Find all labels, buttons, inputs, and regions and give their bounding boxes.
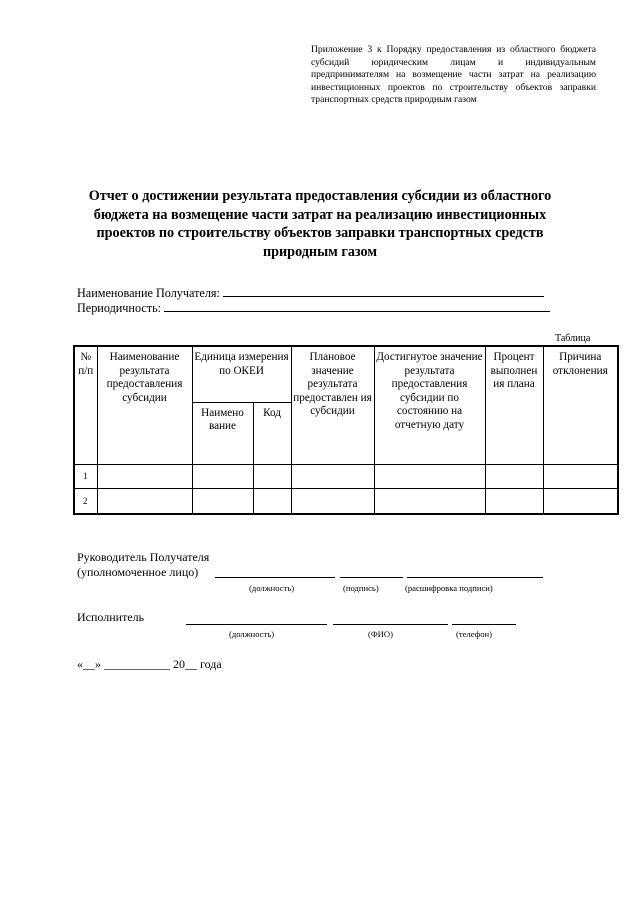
cell[interactable]: [97, 464, 192, 488]
recipient-row: [77, 285, 544, 300]
recipient-fill-line[interactable]: [223, 285, 544, 297]
table-header-row: [74, 346, 618, 402]
exec-phone-line[interactable]: [452, 624, 516, 625]
header-result-name: Наименование результата предоставления субсидии: [97, 346, 192, 464]
header-num: № п/п: [74, 346, 97, 464]
table-row: [74, 488, 618, 514]
cap-phone: (телефон): [456, 629, 492, 639]
cap-exec-position: (должность): [229, 629, 275, 639]
table-caption: Таблица: [555, 333, 591, 344]
cell[interactable]: [253, 488, 291, 514]
periodicity-row: [77, 300, 550, 315]
row-number: 1: [74, 464, 97, 488]
header-unit-name: Наимено вание: [192, 402, 253, 464]
header-achieved: Достигнутое значение результата предоставления субсидии по состоянию на отчетную дату: [374, 346, 485, 464]
header-planned: Плановое значение результата предоставлен ия субсидии: [291, 346, 374, 464]
head-label-2: (уполномоченное лицо): [77, 565, 199, 579]
head-label-1: Руководитель Получателя: [77, 550, 210, 564]
cap-signature: (подпись): [343, 583, 379, 593]
recipient-label: Наименование Получателя:: [77, 286, 220, 300]
head-position-line[interactable]: [215, 577, 335, 578]
cell[interactable]: [374, 464, 485, 488]
exec-fio-line[interactable]: [333, 624, 448, 625]
exec-position-line[interactable]: [186, 624, 327, 625]
header-unit-code: Код: [253, 402, 291, 464]
cell[interactable]: [485, 488, 543, 514]
head-signature-line[interactable]: [340, 577, 403, 578]
cell[interactable]: [97, 488, 192, 514]
executor-label: Исполнитель: [77, 610, 145, 624]
cell[interactable]: [192, 488, 253, 514]
cell[interactable]: [543, 464, 618, 488]
cell[interactable]: [291, 488, 374, 514]
header-reason: Причина отклонения: [543, 346, 618, 464]
report-table: [73, 345, 619, 515]
appendix-note: Приложение 3 к Порядку предоставления из областного бюджета субсидий юридическим лицам и индивидуальным предпринимателям на возмещение части затрат на реализацию инвестиционных проектов по строительству объектов заправки транспортных средств природным газом: [311, 44, 596, 106]
date-line: «__» ___________ 20__ года: [77, 657, 222, 671]
header-percent: Процент выполнен ия плана: [485, 346, 543, 464]
table-row: [74, 464, 618, 488]
cap-decoding: (расшифровка подписи): [405, 583, 493, 593]
cell[interactable]: [253, 464, 291, 488]
periodicity-fill-line[interactable]: [164, 300, 550, 312]
head-decoding-line[interactable]: [407, 577, 543, 578]
periodicity-label: Периодичность:: [77, 301, 162, 315]
document-title: Отчет о достижении результата предоставления субсидии из областного бюджета на возмещение части затрат на реализацию инвестиционных проектов по строительству объектов заправки транспортных средств природным газом: [88, 188, 552, 260]
cell[interactable]: [374, 488, 485, 514]
cell[interactable]: [192, 464, 253, 488]
cap-fio: (ФИО): [368, 629, 393, 639]
row-number: 2: [74, 488, 97, 514]
cap-position: (должность): [249, 583, 295, 593]
cell[interactable]: [291, 464, 374, 488]
cell[interactable]: [485, 464, 543, 488]
header-unit: Единица измерения по ОКЕИ: [192, 346, 291, 402]
cell[interactable]: [543, 488, 618, 514]
